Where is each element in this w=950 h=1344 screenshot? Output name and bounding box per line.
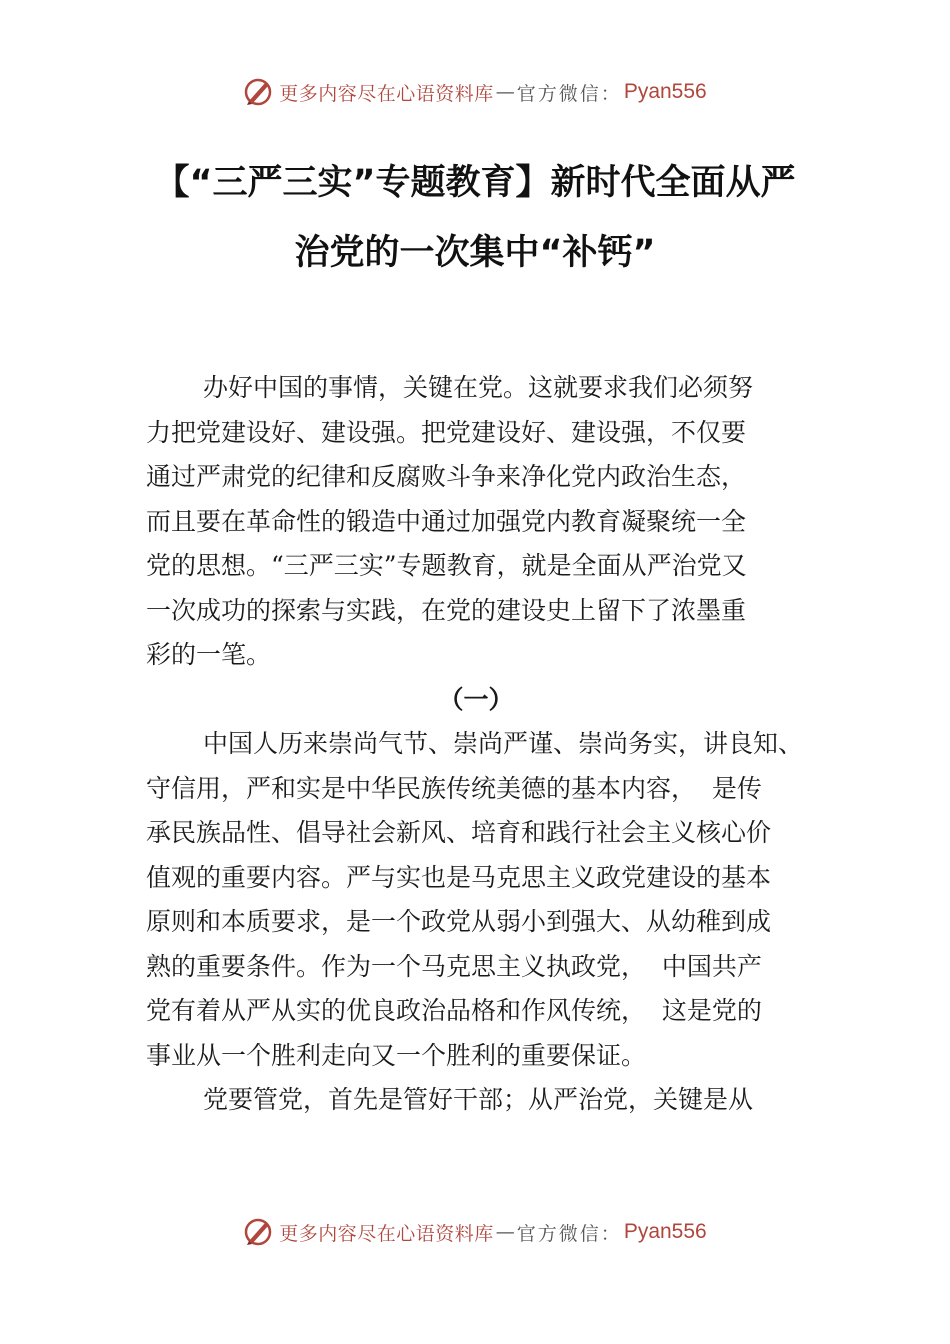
document-title xyxy=(110,148,840,288)
footer-wechat-id: Pyan556 xyxy=(623,1220,707,1243)
pen-logo-icon xyxy=(243,1217,273,1247)
paragraph-line: 事业从一个胜利走向又一个胜利的重要保证。 xyxy=(146,1040,647,1070)
paragraph-line: 承民族品性、倡导社会新风、培育和践行社会主义核心价 xyxy=(146,818,772,847)
paragraph-1 xyxy=(146,366,846,678)
paragraph-line: 党有着从严从实的优良政治品格和作风传统， 这是党的 xyxy=(146,996,762,1025)
paragraph-line: 一次成功的探索与实践，在党的建设史上留下了浓墨重 xyxy=(146,595,747,625)
title-line-1: 【“三严三实”专题教育】新时代全面从严 xyxy=(154,163,796,203)
header-site-text: 更多内容尽在心语资料库 xyxy=(279,82,494,105)
footer-separator: — xyxy=(495,1221,515,1243)
paragraph-line: 而且要在革命性的锻造中通过加强党内教育凝聚统一全 xyxy=(146,506,747,536)
header-wechat-label: 官方微信： xyxy=(516,82,622,105)
header-banner xyxy=(0,72,950,112)
section-heading: （一） xyxy=(438,684,514,714)
paragraph-3 xyxy=(146,1078,846,1123)
document-body xyxy=(146,366,846,1123)
paragraph-line: 力把党建设好、建设强。把党建设好、建设强，不仅要 xyxy=(146,417,747,447)
paragraph-2 xyxy=(146,722,846,1078)
pen-logo-icon xyxy=(243,77,273,107)
paragraph-line: 原则和本质要求，是一个政党从弱小到强大、从幼稚到成 xyxy=(146,907,772,936)
paragraph-line: 党的思想。“三严三实”专题教育，就是全面从严治党又 xyxy=(146,551,747,580)
footer-banner xyxy=(0,1212,950,1252)
paragraph-line: 守信用，严和实是中华民族传统美德的基本内容， 是传 xyxy=(146,773,762,803)
paragraph-line: 中国人历来崇尚气节、崇尚严谨、崇尚务实，讲良知、 xyxy=(203,729,804,758)
header-separator: — xyxy=(495,81,515,103)
header-wechat-id: Pyan556 xyxy=(623,80,707,103)
paragraph-line: 熟的重要条件。作为一个马克思主义执政党， 中国共产 xyxy=(146,951,762,981)
footer-wechat-label: 官方微信： xyxy=(516,1222,622,1245)
paragraph-line: 彩的一笔。 xyxy=(146,640,272,669)
footer-site-text: 更多内容尽在心语资料库 xyxy=(279,1222,494,1245)
paragraph-line: 通过严肃党的纪律和反腐败斗争来净化党内政治生态， xyxy=(146,462,747,491)
paragraph-line: 党要管党，首先是管好干部；从严治党，关键是从 xyxy=(203,1085,754,1114)
title-line-2: 治党的一次集中“补钙” xyxy=(294,233,656,273)
paragraph-line: 办好中国的事情，关键在党。这就要求我们必须努 xyxy=(203,373,754,402)
paragraph-line: 值观的重要内容。严与实也是马克思主义政党建设的基本 xyxy=(146,862,772,892)
